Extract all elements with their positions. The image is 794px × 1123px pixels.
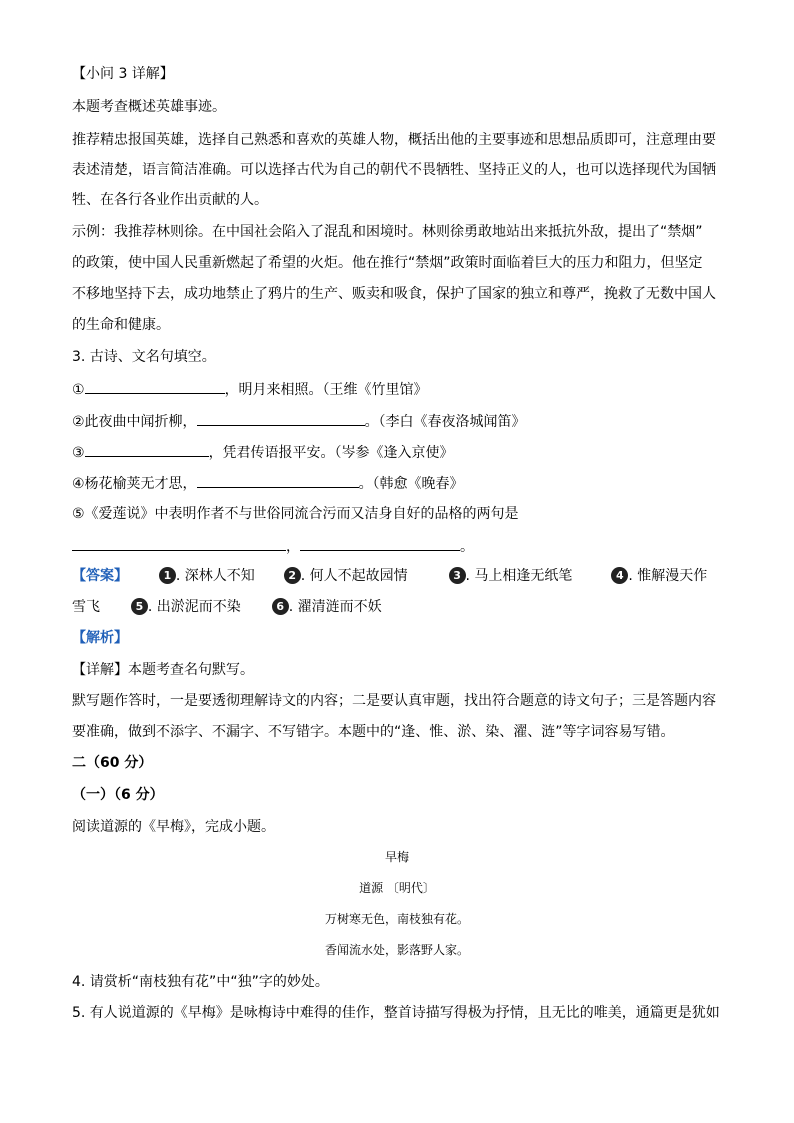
paragraph-line: 的政策，使中国人民重新燃起了希望的火炬。他在推行“禁烟”政策时面临着巨大的压力和阻力，但坚定 — [72, 255, 703, 271]
circled-number: 2 — [284, 567, 301, 584]
q3-detail-intro: 本题考查概述英雄事迹。 — [72, 99, 226, 115]
circled-number: 6 — [272, 598, 289, 615]
answer-blank — [197, 410, 365, 426]
item-prefix: ① — [72, 382, 85, 398]
item-prefix: ③ — [72, 445, 85, 461]
circled-number: 4 — [611, 567, 628, 584]
circled-number: 5 — [131, 598, 148, 615]
question-3-title: 3. 古诗、文名句填空。 — [72, 349, 216, 365]
item-suffix: ，明月来相照。（王维《竹里馆》 — [224, 382, 428, 398]
answer-label: 【答案】 — [72, 568, 128, 584]
q3-detail-header: 【小问 3 详解】 — [72, 66, 174, 82]
answer-item-continued: 雪飞 — [72, 599, 100, 615]
poem-author: 道源 〔明代〕 — [359, 881, 435, 895]
poem-title: 早梅 — [384, 850, 409, 864]
question-5: 5. 有人说道源的《早梅》是咏梅诗中难得的佳作，整首诗描写得极为抒情，且无比的唯美，通篇更是犹如 — [72, 1005, 720, 1021]
fill-item-5-blanks — [72, 535, 474, 557]
fill-item-4 — [72, 472, 464, 494]
question-4: 4. 请赏析“南枝独有花”中“独”字的妙处。 — [72, 974, 329, 990]
paragraph-line: 不移地坚持下去，成功地禁止了鸦片的生产、贩卖和吸食，保护了国家的独立和尊严，挽救了无数中国人 — [72, 286, 716, 302]
fill-item-3 — [72, 441, 454, 463]
item-suffix: 。（李白《春夜洛城闻笛》 — [364, 414, 526, 430]
subsection-title: （一）（6 分） — [72, 787, 164, 803]
answer-blank — [85, 378, 225, 394]
poem-line: 万树寒无色，南枝独有花。 — [324, 912, 469, 926]
answer-item: . 濯清涟而不妖 — [288, 599, 382, 615]
paragraph-line: 推荐精忠报国英雄，选择自己熟悉和喜欢的英雄人物，概括出他的主要事迹和思想品质即可，注意理由要 — [72, 132, 716, 148]
answer-item: . 出淤泥而不染 — [147, 599, 241, 615]
analysis-label: 【解析】 — [72, 630, 128, 646]
paragraph-line: 的生命和健康。 — [72, 317, 170, 333]
circled-number: 3 — [449, 567, 466, 584]
poem-line: 香闻流水处，影落野人家。 — [324, 943, 469, 957]
item-suffix: 。（韩愈《晚春》 — [358, 476, 464, 492]
answer-item: . 惟解漫天作 — [628, 568, 708, 584]
item-suffix: ，凭君传语报平安。（岑参《逢入京使》 — [208, 445, 454, 461]
answer-item: . 马上相逢无纸笔 — [465, 568, 573, 584]
end-mark: 。 — [460, 539, 474, 555]
paragraph-line: 要准确，做到不添字、不漏字、不写错字。本题中的“逢、惟、淤、染、濯、涟”等字词容易写错。 — [72, 724, 675, 740]
paragraph-line: 牲、在各行各业作出贡献的人。 — [72, 192, 268, 208]
answer-blank — [72, 535, 286, 551]
circled-number: 1 — [159, 567, 176, 584]
section-title: 二（60 分） — [72, 755, 153, 771]
paragraph-line: 示例：我推荐林则徐。在中国社会陷入了混乱和困境时。林则徐勇敢地站出来抵抗外敌，提出了“禁烟” — [72, 224, 703, 240]
item-prefix: ④杨花榆荚无才思， — [72, 476, 197, 492]
answer-blank — [300, 535, 460, 551]
answer-line — [72, 566, 707, 586]
reading-instruction: 阅读道源的《早梅》，完成小题。 — [72, 819, 275, 835]
separator: ， — [286, 539, 300, 555]
fill-item-1 — [72, 378, 428, 400]
item-prefix: ②此夜曲中闻折柳， — [72, 414, 197, 430]
paragraph-line: 表述清楚，语言简洁准确。可以选择古代为自己的朝代不畏牺牲、坚持正义的人，也可以选择现代为国牺 — [72, 162, 716, 178]
analysis-detail: 【详解】本题考查名句默写。 — [72, 662, 254, 678]
answer-blank — [85, 441, 209, 457]
fill-item-2 — [72, 410, 526, 432]
paragraph-line: 默写题作答时，一是要透彻理解诗文的内容；二是要认真审题，找出符合题意的诗文句子；三是答题内容 — [72, 693, 716, 709]
fill-item-5: ⑤《爱莲说》中表明作者不与世俗同流合污而又洁身自好的品格的两句是 — [72, 506, 519, 522]
answer-item: . 深林人不知 — [175, 568, 255, 584]
answer-item: . 何人不起故园情 — [300, 568, 408, 584]
answer-line-2 — [72, 597, 382, 617]
answer-blank — [197, 472, 359, 488]
